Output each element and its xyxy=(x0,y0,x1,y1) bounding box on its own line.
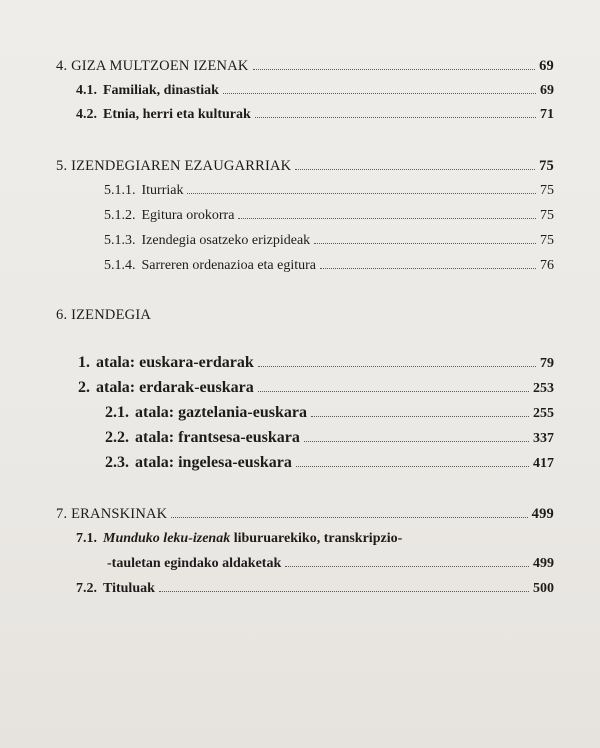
toc-page-number: 417 xyxy=(533,456,554,471)
toc-entry-5-1-3 xyxy=(104,232,554,250)
dot-leader xyxy=(223,93,536,94)
toc-title-continued: -tauletan egindako aldaketak xyxy=(107,556,282,571)
toc-number: 7.2. xyxy=(76,581,97,596)
toc-entry-atala-2-3 xyxy=(105,454,554,473)
toc-page-number: 255 xyxy=(533,406,554,421)
dot-leader xyxy=(304,441,529,442)
dot-leader xyxy=(255,117,536,118)
toc-entry-5-1-2 xyxy=(104,207,554,225)
toc-page-number: 71 xyxy=(540,107,554,122)
toc-page-number: 75 xyxy=(539,158,554,174)
toc-entry-4-1 xyxy=(76,82,554,100)
toc-number: 5.1.4. xyxy=(104,258,136,273)
toc-entry-4-2 xyxy=(76,106,554,124)
dot-leader xyxy=(295,169,535,170)
toc-page-number: 253 xyxy=(533,381,554,396)
dot-leader xyxy=(187,193,536,194)
toc-entry-7-2 xyxy=(76,580,554,598)
toc-title: atala: euskara-erdarak xyxy=(96,354,254,371)
toc-entry-section-6 xyxy=(56,306,151,324)
dot-leader xyxy=(171,517,527,518)
toc-number: 2.1. xyxy=(105,404,129,421)
toc-number: 2.2. xyxy=(105,429,129,446)
toc-title: 5. IZENDEGIAREN EZAUGARRIAK xyxy=(56,158,292,174)
toc-title: Sarreren ordenazioa eta egitura xyxy=(141,258,317,273)
toc-title: Familiak, dinastiak xyxy=(103,83,219,98)
toc-title: 7. ERANSKINAK xyxy=(56,506,168,522)
toc-entry-section-7 xyxy=(56,505,554,523)
dot-leader xyxy=(314,243,536,244)
toc-number: 7.1. xyxy=(76,531,97,546)
toc-entry-5-1-4 xyxy=(104,257,554,275)
toc-page-number: 69 xyxy=(539,58,554,74)
toc-title: atala: ingelesa-euskara xyxy=(135,454,292,471)
toc-page-number: 75 xyxy=(540,183,554,198)
toc-page-number: 499 xyxy=(533,556,554,571)
toc-title: Izendegia osatzeko erizpideak xyxy=(141,233,311,248)
toc-number: 2. xyxy=(78,379,90,396)
toc-page-number: 79 xyxy=(540,356,554,371)
toc-title: liburuarekiko, transkripzio- xyxy=(230,531,403,546)
toc-page-number: 499 xyxy=(531,506,554,522)
dot-leader xyxy=(159,591,529,592)
toc-page-number: 76 xyxy=(540,258,554,273)
dot-leader xyxy=(258,366,536,367)
toc-page-number: 75 xyxy=(540,233,554,248)
toc-number: 1. xyxy=(78,354,90,371)
toc-entry-5-1-1 xyxy=(104,182,554,200)
toc-entry-atala-1 xyxy=(78,354,554,373)
toc-page-number: 500 xyxy=(533,581,554,596)
toc-title: Iturriak xyxy=(141,183,184,198)
dot-leader xyxy=(285,566,529,567)
toc-title: Tituluak xyxy=(103,581,155,596)
dot-leader xyxy=(320,268,536,269)
toc-title: Etnia, herri eta kulturak xyxy=(103,107,251,122)
toc-page-number: 75 xyxy=(540,208,554,223)
dot-leader xyxy=(258,391,529,392)
toc-entry-atala-2 xyxy=(78,379,554,398)
toc-entry-atala-2-1 xyxy=(105,404,554,423)
toc-number: 4.1. xyxy=(76,83,97,98)
toc-entry-7-1-line-1 xyxy=(76,530,554,548)
toc-number: 5.1.2. xyxy=(104,208,136,223)
toc-title: atala: frantsesa-euskara xyxy=(135,429,300,446)
toc-page-number: 337 xyxy=(533,431,554,446)
dot-leader xyxy=(238,218,536,219)
toc-title: atala: gaztelania-euskara xyxy=(135,404,307,421)
dot-leader xyxy=(311,416,529,417)
toc-page-number: 69 xyxy=(540,83,554,98)
toc-title: 6. IZENDEGIA xyxy=(56,307,152,323)
toc-title: 4. GIZA MULTZOEN IZENAK xyxy=(56,58,249,74)
toc-entry-section-4 xyxy=(56,57,554,75)
toc-entry-7-1-line-2 xyxy=(107,555,554,573)
toc-title: atala: erdarak-euskara xyxy=(96,379,254,396)
toc-number: 5.1.3. xyxy=(104,233,136,248)
toc-title-italic: Munduko leku-izenak xyxy=(103,531,231,546)
dot-leader xyxy=(296,466,529,467)
toc-entry-section-5 xyxy=(56,157,554,175)
toc-title: Egitura orokorra xyxy=(141,208,235,223)
dot-leader xyxy=(253,69,536,70)
toc-entry-atala-2-2 xyxy=(105,429,554,448)
toc-number: 5.1.1. xyxy=(104,183,136,198)
toc-number: 2.3. xyxy=(105,454,129,471)
toc-number: 4.2. xyxy=(76,107,97,122)
